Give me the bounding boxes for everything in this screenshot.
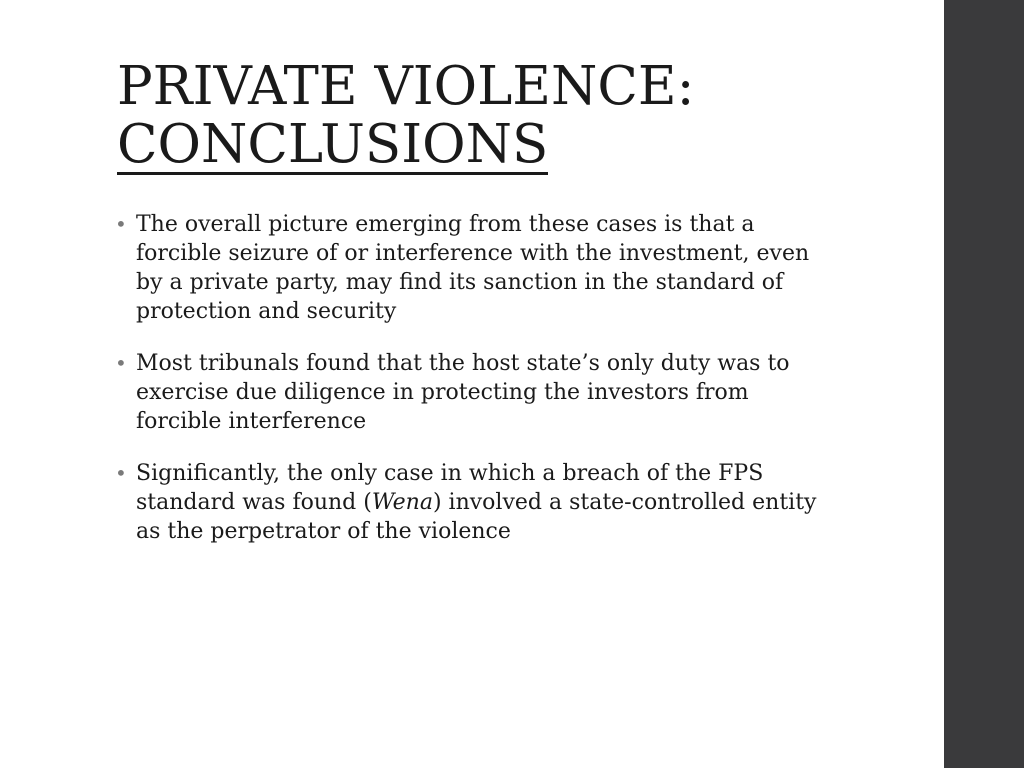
bullet-item-3 bbox=[115, 459, 835, 546]
bullet-icon: • bbox=[115, 351, 127, 375]
bullet-list bbox=[115, 210, 835, 569]
title-line-1: PRIVATE VIOLENCE: bbox=[117, 56, 695, 117]
slide-title bbox=[117, 58, 897, 175]
bullet-icon: • bbox=[115, 212, 127, 236]
bullet-item-2 bbox=[115, 349, 835, 436]
bullet-icon: • bbox=[115, 461, 127, 485]
bullet-text-3-before: Significantly, the only case in which a breach of the FPS standard was found ( bbox=[136, 461, 764, 515]
title-line-2: CONCLUSIONS bbox=[117, 114, 549, 175]
case-name-wena: Wena bbox=[371, 490, 433, 515]
bullet-item-1 bbox=[115, 210, 835, 326]
bullet-text-2: Most tribunals found that the host state’s only duty was to exercise due diligence in protecting the investors from forcible interference bbox=[136, 351, 790, 434]
bullet-text-1: The overall picture emerging from these cases is that a forcible seizure of or interference with the investment, even by a private party, may find its sanction in the standard of protection and security bbox=[136, 212, 810, 324]
bullet-text-3-after: ) involved a state-controlled entity as the perpetrator of the violence bbox=[136, 490, 817, 544]
side-bar bbox=[944, 0, 1024, 768]
bullet-text-3 bbox=[136, 461, 816, 544]
